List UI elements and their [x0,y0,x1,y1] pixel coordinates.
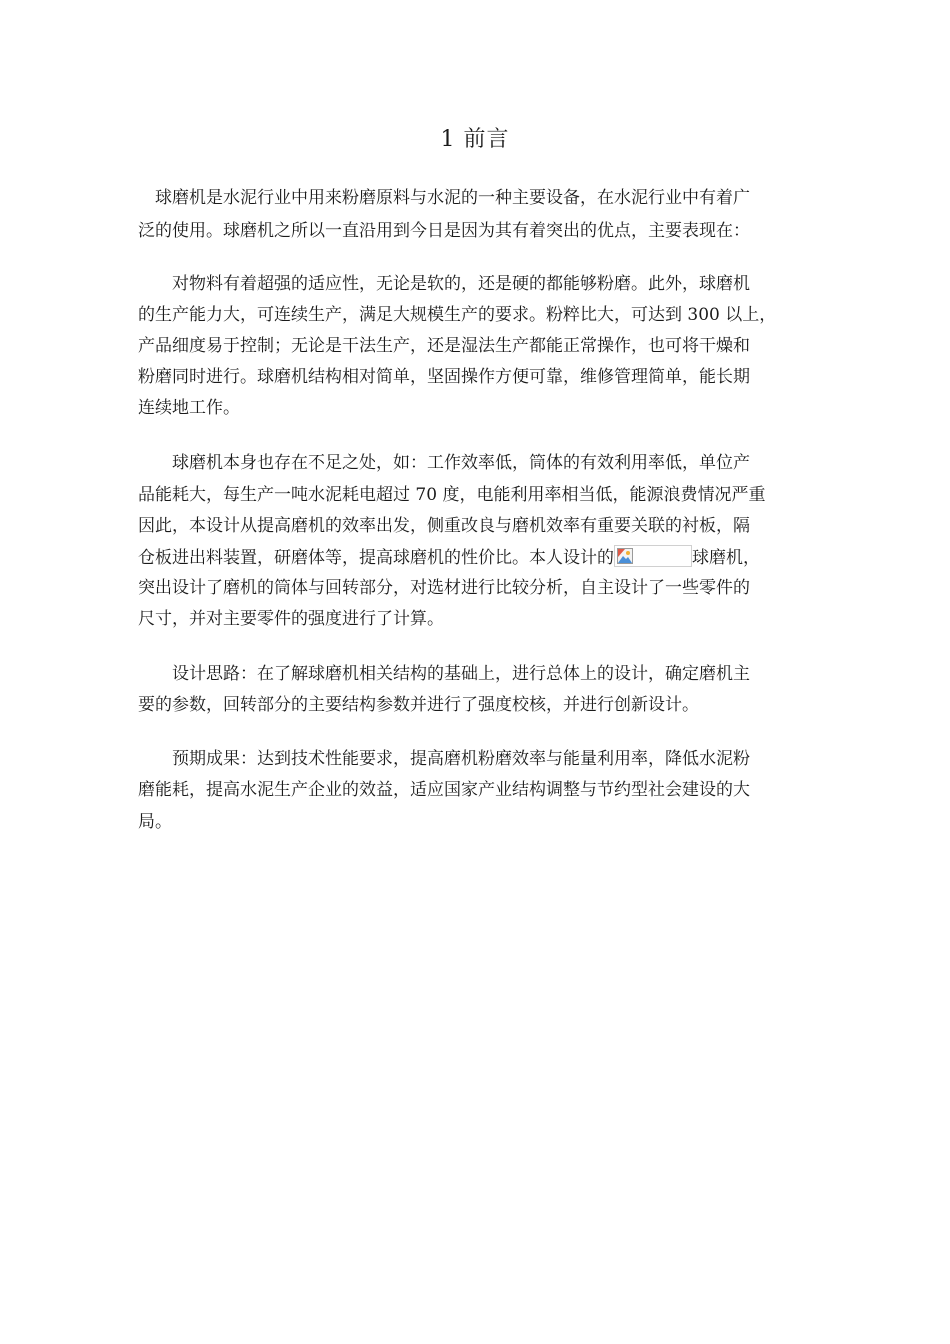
paragraph-3-line-3: 因此，本设计从提高磨机的效率出发，侧重改良与磨机效率有重要关联的衬板，隔 [138,516,750,536]
paragraph-3-line-6: 尺寸，并对主要零件的强度进行了计算。 [138,609,444,629]
paragraph-2-line-4: 粉磨同时进行。球磨机结构相对简单，坚固操作方便可靠，维修管理简单，能长期 [138,367,750,387]
paragraph-2-line-1: 对物料有着超强的适应性，无论是软的，还是硬的都能够粉磨。此外，球磨机 [172,274,750,294]
paragraph-2-line-5: 连续地工作。 [138,398,240,418]
paragraph-4-line-2: 要的参数，回转部分的主要结构参数并进行了强度校核，并进行创新设计。 [138,695,699,715]
paragraph-3-line-4-tail: 球磨机， [692,548,760,568]
paragraph-2-line-3: 产品细度易于控制；无论是干法生产，还是湿法生产都能正常操作，也可将干燥和 [138,336,750,356]
broken-image-icon [614,545,692,567]
paragraph-3-line-5: 突出设计了磨机的筒体与回转部分，对选材进行比较分析，自主设计了一些零件的 [138,578,750,598]
paragraph-2-line-2: 的生产能力大，可连续生产，满足大规模生产的要求。粉粹比大，可达到 300 以上， [138,305,777,325]
paragraph-4-line-1: 设计思路：在了解球磨机相关结构的基础上，进行总体上的设计，确定磨机主 [172,664,750,684]
paragraph-3-line-2: 品能耗大，每生产一吨水泥耗电超过 70 度，电能利用率相当低，能源浪费情况严重 [138,485,766,505]
paragraph-5-line-2: 磨能耗，提高水泥生产企业的效益，适应国家产业结构调整与节约型社会建设的大 [138,780,750,800]
paragraph-5-line-1: 预期成果：达到技术性能要求，提高磨机粉磨效率与能量利用率，降低水泥粉 [172,749,750,769]
broken-image-glyph [617,548,633,564]
paragraph-1-line-2: 泛的使用。球磨机之所以一直沿用到今日是因为其有着突出的优点，主要表现在： [138,221,750,241]
section-title: 1 前言 [440,127,510,152]
paragraph-1-line-1: 球磨机是水泥行业中用来粉磨原料与水泥的一种主要设备，在水泥行业中有着广 [155,188,750,208]
paragraph-3-line-4 [138,545,760,570]
paragraph-5-line-3: 局。 [138,812,172,832]
paragraph-3-line-1: 球磨机本身也存在不足之处，如：工作效率低，筒体的有效利用率低，单位产 [172,453,750,473]
paragraph-3-line-4-text: 仓板进出料装置，研磨体等，提高球磨机的性价比。本人设计的 [138,548,614,568]
